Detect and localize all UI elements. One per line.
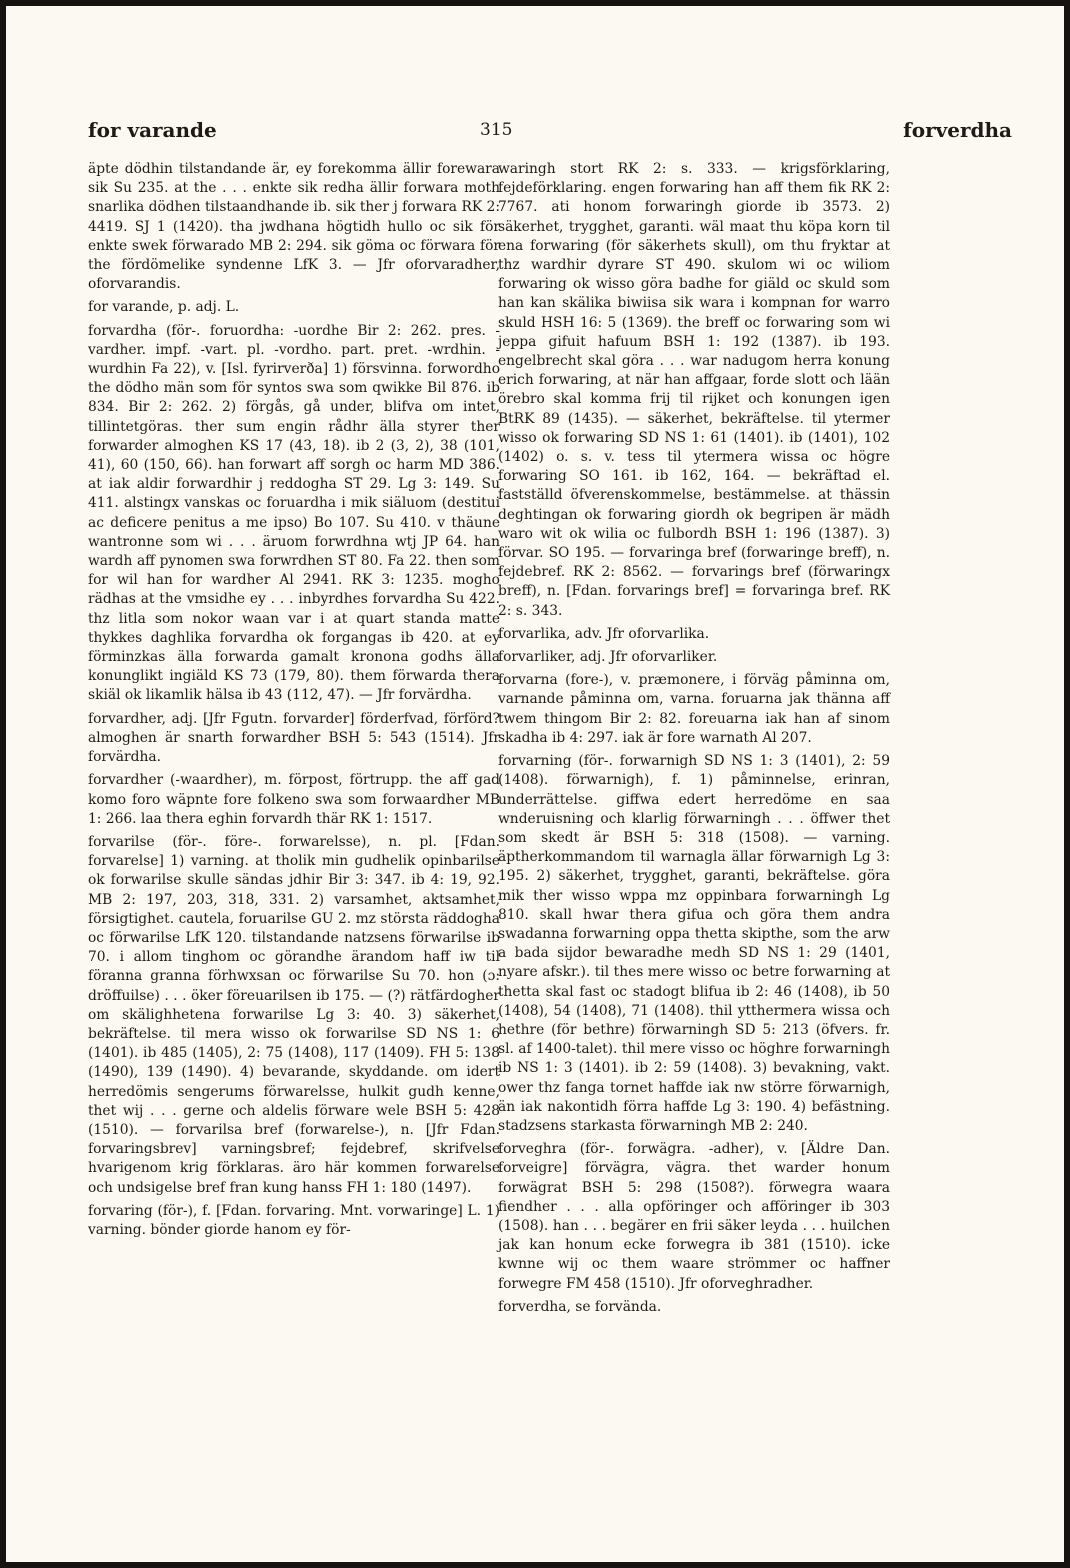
page-number: 315 bbox=[480, 120, 513, 140]
dictionary-entry: forverdha, se forvända. bbox=[498, 1298, 662, 1315]
dictionary-entry: forvarlika, adv. Jfr oforvarlika. bbox=[498, 625, 710, 642]
dictionary-entry: forvarilse (för-. före-. forwarelsse), n. pl. [Fdan. forvarelse] 1) varning. at tholik min gudhelik opinbarilse ok forwarilse skulle sändas jdhir Bir 3: 347. ib 4: 19, 92. MB 2: 197, 203, 318, 331. 2) varsamhet, aktsamhet, försigtighet. cautela, foruarilse GU 2. mz största räddogha oc förwarilse LfK 120. tilstandande natzsens förwarilse ib 70. i allom tinghom oc görandhe ärandom haff iw til föranna granna förhwxsan oc förwarilse Su 70. hon (ɔ: dröffuilse) . . . öker föreuarilsen ib 175. — (?) rätfärdogher om skälighhetena forwarilse Lg 3: 40. 3) säkerhet, bekräftelse. til mera wisso ok forwarilse SD NS 1: 6 (1401). ib 485 (1405), 2: 75 (1408), 117 (1409). FH 5: 138 (1490), 139 (1490). 4) bevarande, skyddande. om idert herredömis sengerums förwarelsse, hulkit gudh kenne, thet wij . . . gerne och aldelis förware wele BSH 5: 428 (1510). — forvarilsa bref (forwarelse-), n. [Jfr Fdan. forvaringsbrev] varningsbref; fejdebref, skrifvelse hvarigenom krig förklaras. äro här kommen forwarelse och undsigelse bref fran kung hanss FH 1: 180 (1497). bbox=[88, 833, 500, 1196]
running-header bbox=[88, 118, 1012, 152]
left-running-head: for varande bbox=[88, 118, 217, 142]
right-column bbox=[498, 160, 890, 1321]
dictionary-entry: äpte dödhin tilstandande är, ey forekomma ällir forewara sik Su 235. at the . . . enkte sik redha ällir forwara moth snarlika dödhen tilstaandhande ib. sik ther j forwara RK 2: 4419. SJ 1 (1420). tha jwdhana högtidh hullo oc sik för enkte swek förwarado MB 2: 294. sik göma oc förwara för the fördömelike syndenne LfK 3. — Jfr oforvaradher, oforvarandis. bbox=[88, 161, 500, 293]
dictionary-entry: for varande, p. adj. L. bbox=[88, 299, 240, 316]
right-running-head: forverdha bbox=[903, 118, 1012, 142]
dictionary-entry: waringh stort RK 2: s. 333. — krigsförklaring, fejdeförklaring. engen forwaring han aff them fik RK 2: 7767. ati honom forwaringh giorde ib 3573. 2) säkerhet, trygghet, garanti. wäl maat thu köpa korn til ena forwaring (för säkerhets skull), om thu fryktar at thz wardhir dyrare ST 490. skulom wi oc wiliom forwaring ok wisso göra badhe for giäld oc skuld som han kan skälika biwiisa sik wara i kompnan for warro skuld HSH 16: 5 (1369). the breff oc forwaring som wi jeppa gifuit hafuum BSH 1: 192 (1387). ib 193. engelbrecht skal göra . . . war nadugom herra konung erich forwaring, at när han affgaar, forde slott och lään örebro skal komma frij til rijket och konungen igen BtRK 89 (1435). — säkerhet, bekräftelse. til ytermer wisso ok forwaring SD NS 1: 61 (1401). ib (1401), 102 (1402) o. s. v. tess til ytermera wissa oc högre forwaring SO 161. ib 162, 164. — bekräftad el. fastställd öfverenskommelse, bestämmelse. at thässin deghtingan ok forwaring giordh ok begripen är mädh waro wit ok wilia oc fulbordh BSH 1: 196 (1387). 3) förvar. SO 195. — forvaringa bref (forwaringe breff), n. fejdebref. RK 2: 8562. — forvarings bref (förwaringx breff), n. [Fdan. forvarings bref] = forvaringa bref. RK 2: s. 343. bbox=[498, 161, 890, 619]
dictionary-entry: forvardha (för-. foruordha: -uordhe Bir 2: 262. pres. -vardher. impf. -vart. pl. -vordho. part. pret. -wrdhin. -wurdhin Fa 22), v. [Isl. fyrirverða] 1) försvinna. forwordho the dödho män som för syntos swa som qwikke Bil 876. ib 834. Bir 2: 262. 2) förgås, gå under, blifva om intet, tillintetgöras. ther sum engin rådhr älla styrer ther forwarder almoghen KS 17 (43, 18). ib 2 (3, 2), 38 (101, 41), 60 (150, 66). han forwart aff sorgh oc harm MD 386. at iak aldir forwardhir j reddogha ST 29. Lg 3: 149. Su 411. alstingx vanskas oc foruardha i mik siäluom (destitui ac deficere penitus a me ipso) Bo 107. Su 410. v thäune wantronne som wi . . . äruom forwrdhna wtj JP 64. han wardh aff pynomen swa forwrdhen ST 80. Fa 22. then som for wil han for wardher Al 2941. RK 3: 1235. mogho rädhas at the vmsidhe ey . . . inbyrdhes forvardha Su 422. thz litla som nokor waan var i at quart standa matte thykkes daghlika forvardha ok forgangas ib 420. at ey förminzkas älla forwarda gamalt kronona godhs älla konunglikt ingiäld KS 73 (179, 80). them förwarda thera skiäl ok likamlik hälsa ib 43 (112, 47). — Jfr forvärdha. bbox=[88, 322, 500, 704]
dictionary-entry: forvarna (fore-), v. præmonere, i förväg påminna om, varnande påminna om, varna. foruarna jak thänna aff twem thingom Bir 2: 82. foreuarna iak han af sinom skadha ib 4: 297. iak är fore warnath Al 207. bbox=[498, 672, 890, 746]
dictionary-entry: forvaring (för-), f. [Fdan. forvaring. Mnt. vorwaringe] L. 1) varning. bönder giorde hanom ey för- bbox=[88, 1202, 500, 1238]
dictionary-entry: forvardher, adj. [Jfr Fgutn. forvarder] förderfvad, förförd? almoghen är snarth forwardher BSH 5: 543 (1514). Jfr forvärdha. bbox=[88, 710, 500, 766]
dictionary-entry: forveghra (för-. forwägra. -adher), v. [Äldre Dan. forveigre] förvägra, vägra. thet warder honum forwägrat BSH 5: 298 (1508?). förwegra waara fiendher . . . alla opföringer och afföringer ib 303 (1508). han . . . begärer en frii säker leyda . . . huilchen jak kan honum ecke forwegra ib 381 (1510). icke kwnne wij oc them waare strömmer oc haffner forwegre FM 458 (1510). Jfr oforveghradher. bbox=[498, 1141, 890, 1292]
left-column bbox=[88, 160, 500, 1244]
dictionary-entry: forvarliker, adj. Jfr oforvarliker. bbox=[498, 649, 718, 666]
dictionary-entry: forvarning (för-. forwarnigh SD NS 1: 3 (1401), 2: 59 (1408). förwarnigh), f. 1) påminnelse, erinran, underrättelse. giffwa edert herredöme en saa wnderuisning och klarlig förwarningh . . . öffwer thet som skedt är BSH 5: 318 (1508). — varning. äptherkommandom til warnagla ällar förwarnigh Lg 3: 195. 2) säkerhet, trygghet, garanti, bekräftelse. göra mik ther wisso wppa mz oppinbara forwarningh Lg 810. skall hwar thera gifua och göra them andra swadanna forwarning oppa thetta skipthe, som the arw a bada sijdor bewaradhe medh SD NS 1: 29 (1401, nyare afskr.). til thes mere wisso oc betre forwarning at thetta skal fast oc stadogt blifua ib 2: 46 (1408), ib 50 (1408), 54 (1408), 71 (1408). thil ytthermera wissa och hethre (för bethre) förwarningh SD 5: 213 (öfvers. fr. sl. af 1400-talet). thil mere visso oc höghre forwarningh ib NS 1: 3 (1401). ib 2: 59 (1408). 3) bevakning, vakt. ower thz fanga tornet haffde iak nw större förwarnigh, än iak nakontidh förra haffde Lg 3: 190. 4) befästning. stadzsens starkasta förwarningh MB 2: 240. bbox=[498, 753, 890, 1134]
dictionary-entry: forvardher (-waardher), m. förpost, förtrupp. the aff gad komo foro wäpnte fore folkeno swa som forwaardher MB 1: 266. laa thera eghin forvardh thär RK 1: 1517. bbox=[88, 772, 500, 827]
